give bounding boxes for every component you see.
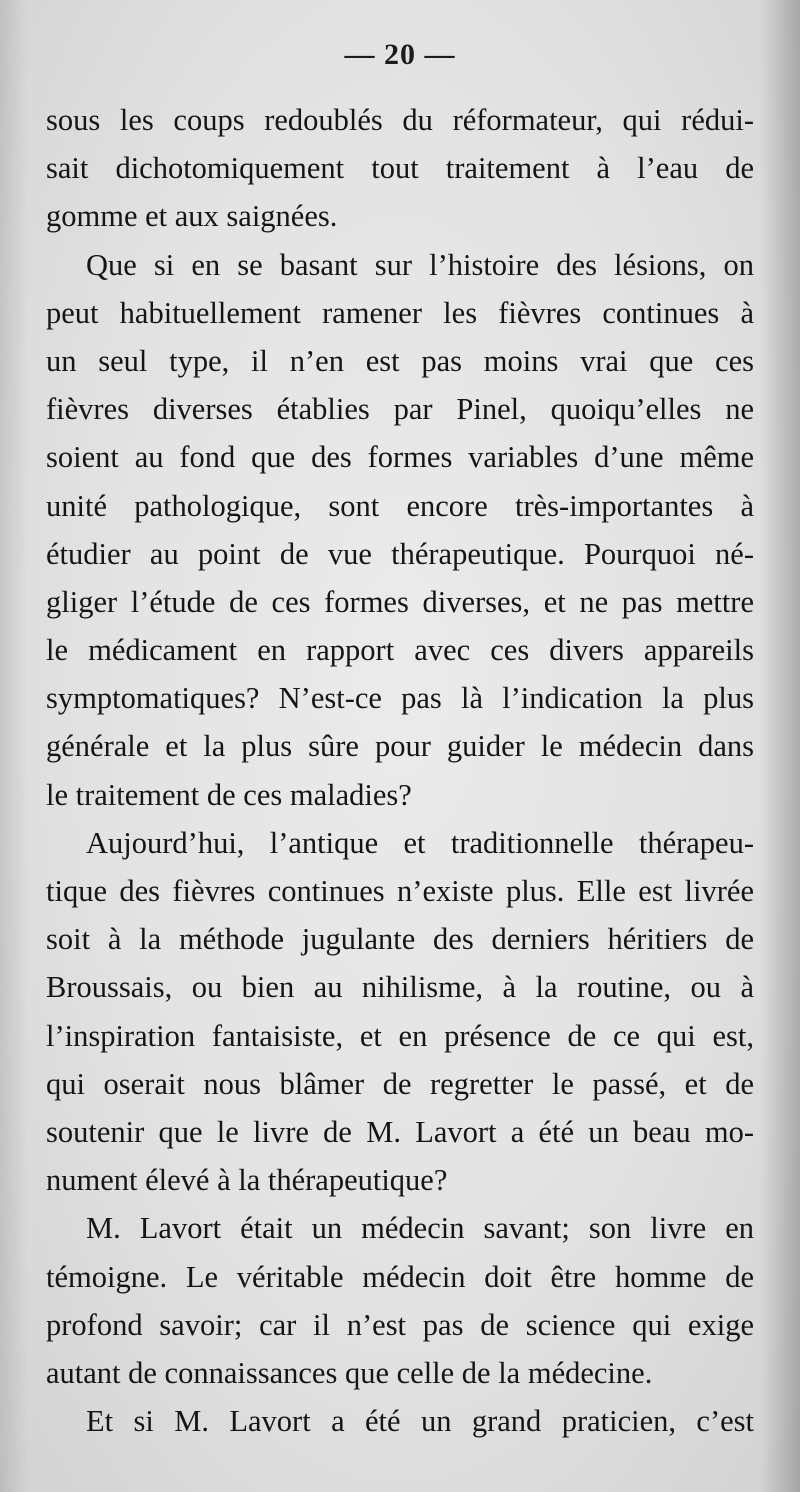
text-line: sait dichotomiquement tout traitement à l’eau de [46, 151, 754, 186]
text-line: fièvres diverses établies par Pinel, quoiqu’elles ne [46, 392, 754, 427]
text-line: sous les coups redoublés du réformateur, qui rédui- [46, 103, 754, 137]
text-line: le traitement de ces maladies? [46, 777, 412, 812]
text-line: témoigne. Le véritable médecin doit être homme de [46, 1259, 754, 1294]
page-gutter-shadow [0, 0, 28, 1492]
body-text [46, 96, 754, 1445]
text-line: profond savoir; car il n’est pas de science qui exige [46, 1307, 754, 1342]
text-line: tique des fièvres continues n’existe plus. Elle est livrée [46, 874, 754, 908]
paragraph-first-line: Que si en se basant sur l’histoire des lésions, on [86, 247, 754, 282]
paragraph-first-line: Et si M. Lavort a été un grand praticien, c’est [86, 1404, 754, 1439]
text-line: le médicament en rapport avec ces divers appareils [46, 633, 754, 668]
page-number: — 20 — [344, 38, 456, 71]
text-line: soit à la méthode jugulante des derniers héritiers de [46, 922, 754, 957]
text-line: peut habituellement ramener les fièvres continues à [46, 295, 754, 330]
text-line: gomme et aux saignées. [46, 199, 338, 234]
text-line: Broussais, ou bien au nihilisme, à la routine, ou à [46, 970, 754, 1005]
text-line: soutenir que le livre de M. Lavort a été un beau mo- [46, 1114, 754, 1149]
text-line: étudier au point de vue thérapeutique. Pourquoi né- [46, 536, 754, 571]
paragraph-first-line: Aujourd’hui, l’antique et traditionnelle thérapeu- [86, 825, 754, 860]
text-line: autant de connaissances que celle de la médecine. [46, 1355, 653, 1390]
text-line: gliger l’étude de ces formes diverses, et ne pas mettre [46, 584, 754, 619]
text-line: soient au fond que des formes variables d’une même [46, 440, 754, 475]
text-line: générale et la plus sûre pour guider le médecin dans [46, 729, 754, 764]
text-line: unité pathologique, sont encore très-importantes à [46, 488, 754, 523]
text-line: l’inspiration fantaisiste, et en présence de ce qui est, [46, 1018, 754, 1053]
text-line: symptomatiques? N’est-ce pas là l’indication la plus [46, 681, 754, 716]
page-edge-shadow [760, 0, 800, 1492]
text-line: nument élevé à la thérapeutique? [46, 1163, 448, 1198]
paragraph-first-line: M. Lavort était un médecin savant; son livre en [86, 1211, 754, 1246]
text-line: un seul type, il n’en est pas moins vrai que ces [46, 343, 754, 378]
text-line: qui oserait nous blâmer de regretter le passé, et de [46, 1066, 754, 1101]
